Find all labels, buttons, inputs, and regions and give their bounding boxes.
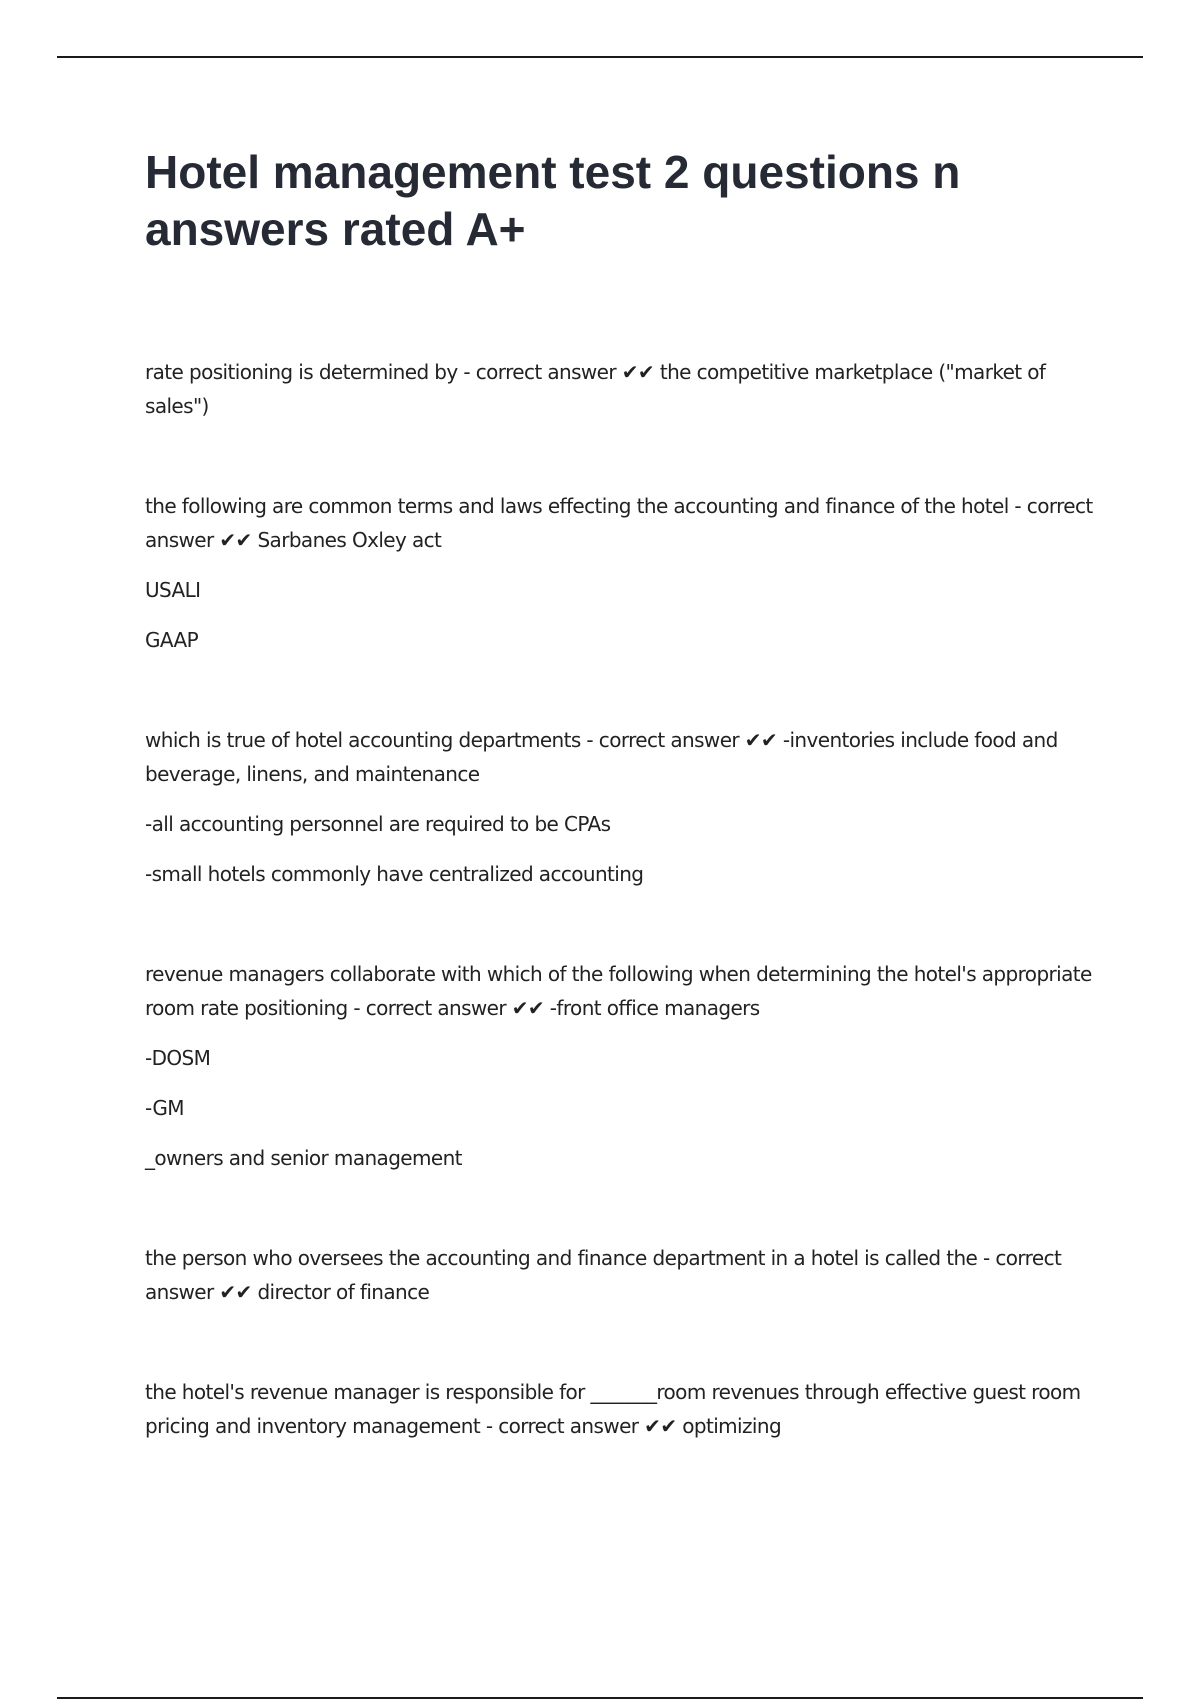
qa-text: -DOSM (145, 1046, 211, 1070)
top-rule (57, 56, 1143, 58)
bottom-rule (57, 1697, 1143, 1699)
qa-text: rate positioning is determined by - correct answer ✔✔ the competitive marketplace ("market of sales") (145, 360, 1046, 418)
qa-text: which is true of hotel accounting departments - correct answer ✔✔ -inventories include food and beverage, linens, and maintenance (145, 728, 1058, 786)
qa-item-5 (145, 1241, 1100, 1309)
qa-item-3 (145, 723, 1100, 891)
qa-text: USALI (145, 578, 201, 602)
qa-text: -small hotels commonly have centralized accounting (145, 862, 644, 886)
qa-item-6 (145, 1375, 1100, 1443)
qa-item-1 (145, 355, 1100, 423)
qa-list (145, 355, 1100, 1509)
qa-text: -GM (145, 1096, 184, 1120)
qa-text: the following are common terms and laws effecting the accounting and finance of the hotel - correct answer ✔✔ Sarbanes Oxley act (145, 494, 1093, 552)
qa-text: -all accounting personnel are required to be CPAs (145, 812, 611, 836)
qa-text: the person who oversees the accounting and finance department in a hotel is called the - correct answer ✔✔ director of finance (145, 1246, 1062, 1304)
qa-item-4 (145, 957, 1100, 1175)
qa-text: _owners and senior management (145, 1146, 462, 1170)
page-title: Hotel management test 2 questions n answers rated A+ (145, 146, 961, 255)
qa-item-2 (145, 489, 1100, 657)
qa-text: the hotel's revenue manager is responsible for _______room revenues through effective guest room pricing and inventory management - correct answer ✔✔ optimizing (145, 1380, 1081, 1438)
qa-text: revenue managers collaborate with which of the following when determining the hotel's appropriate room rate positioning - correct answer ✔✔ -front office managers (145, 962, 1092, 1020)
qa-text: GAAP (145, 628, 199, 652)
